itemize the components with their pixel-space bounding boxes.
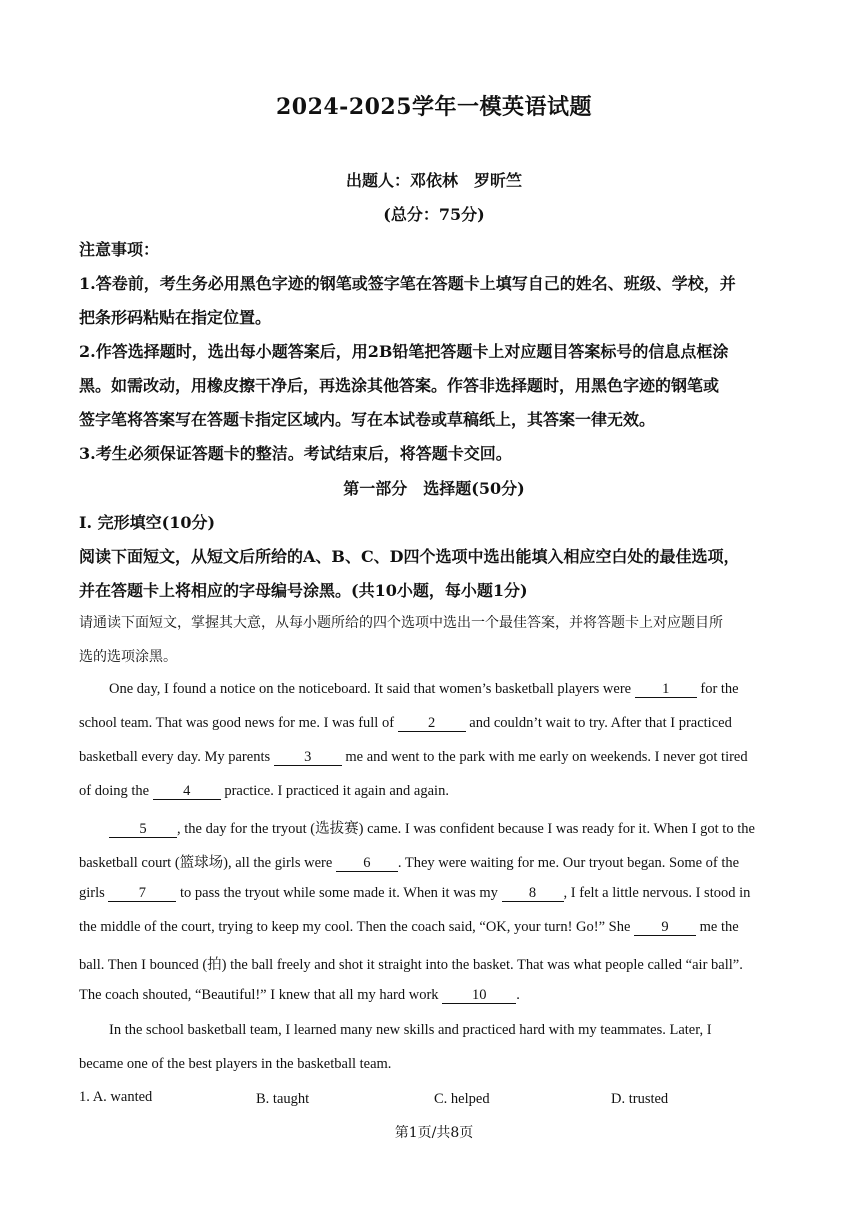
section-instruction: 并在答题卡上将相应的字母编号涂黑。(共10小题，每小题1分) <box>79 581 528 600</box>
notice-line: 1.答卷前，考生务必用黑色字迹的钢笔或签字笔在答题卡上填写自己的姓名、班级、学校，并 <box>79 274 736 293</box>
notice-line: 黑。如需改动，用橡皮擦干净后，再选涂其他答案。作答非选择题时，用黑色字迹的钢笔或 <box>79 376 720 395</box>
page-footer: 第1页/共8页 <box>394 1125 474 1141</box>
sub-instruction: 选的选项涂黑。 <box>79 649 177 665</box>
notice-line: 3.考生必须保证答题卡的整洁。考试结束后，将答题卡交回。 <box>79 444 512 463</box>
blank-8[interactable]: 8 <box>502 886 564 902</box>
section-instruction: 阅读下面短文，从短文后所给的A、B、C、D四个选项中选出能填入相应空白处的最佳选项， <box>79 547 740 566</box>
blank-3[interactable]: 3 <box>274 750 342 766</box>
notice-heading: 注意事项： <box>79 240 160 259</box>
blank-9[interactable]: 9 <box>634 920 696 936</box>
total-score: (总分：75分) <box>383 205 485 224</box>
passage-line: basketball every day. My parents 3 me and went to the park with me early on weekends. I never got tired <box>79 749 748 765</box>
passage-line: The coach shouted, “Beautiful!” I knew that all my hard work 10 . <box>79 987 520 1003</box>
passage-line: became one of the best players in the basketball team. <box>79 1056 392 1072</box>
passage-line: basketball court (篮球场), all the girls were 6 . They were waiting for me. Our tryout began. Some of the <box>79 855 740 871</box>
blank-2[interactable]: 2 <box>398 716 466 732</box>
page-title: 2024-2025学年一模英语试题 <box>275 94 593 120</box>
passage-line: the middle of the court, trying to keep my cool. Then the coach said, “OK, your turn! Go!” She 9 me the <box>79 919 739 935</box>
question-1-option-c[interactable]: C. helped <box>434 1091 490 1107</box>
passage-line: 5 , the day for the tryout (选拔赛) came. I was confident because I was ready for it. When I got to the <box>109 817 755 838</box>
part-heading: 第一部分 选择题(50分) <box>343 479 525 498</box>
question-1-option-d[interactable]: D. trusted <box>611 1091 669 1107</box>
blank-5[interactable]: 5 <box>109 822 177 838</box>
passage-line: In the school basketball team, I learned many new skills and practiced hard with my teammates. Later, I <box>109 1022 712 1038</box>
passage-line: ball. Then I bounced (拍) the ball freely and shot it straight into the basket. That was what people called “air ball”. <box>79 957 743 973</box>
blank-7[interactable]: 7 <box>108 886 176 902</box>
authors: 出题人：邓依林 罗昕竺 <box>345 171 522 190</box>
section-heading: I. 完形填空(10分) <box>79 513 216 532</box>
blank-6[interactable]: 6 <box>336 856 398 872</box>
question-1-option-b[interactable]: B. taught <box>256 1091 310 1107</box>
notice-line: 把条形码粘贴在指定位置。 <box>79 308 272 327</box>
blank-4[interactable]: 4 <box>153 784 221 800</box>
blank-1[interactable]: 1 <box>635 682 697 698</box>
question-1-option-a[interactable]: 1. A. wanted <box>79 1089 153 1105</box>
passage-line: school team. That was good news for me. I was full of 2 and couldn’t wait to try. After that I practiced <box>79 715 732 731</box>
notice-line: 签字笔将答案写在答题卡指定区域内。写在本试卷或草稿纸上，其答案一律无效。 <box>79 410 656 429</box>
passage-line: girls 7 to pass the tryout while some made it. When it was my 8 , I felt a little nervous. I stood in <box>79 885 751 901</box>
blank-10[interactable]: 10 <box>442 988 516 1004</box>
sub-instruction: 请通读下面短文，掌握其大意，从每小题所给的四个选项中选出一个最佳答案，并将答题卡上对应题目所 <box>79 615 723 631</box>
passage-line: of doing the 4 practice. I practiced it again and again. <box>79 783 449 799</box>
passage-line: One day, I found a notice on the noticeboard. It said that women’s basketball players were 1 for the <box>109 681 739 697</box>
notice-line: 2.作答选择题时，选出每小题答案后，用2B铅笔把答题卡上对应题目答案标号的信息点框涂 <box>79 342 729 361</box>
